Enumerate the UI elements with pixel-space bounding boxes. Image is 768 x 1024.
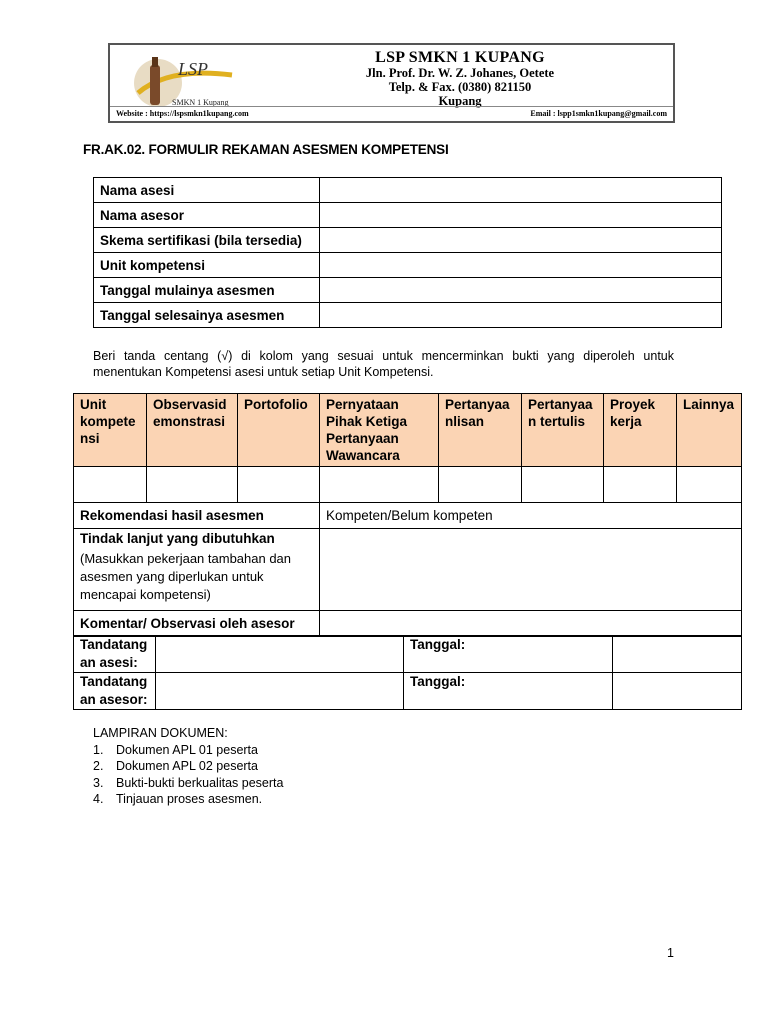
comment-value[interactable] bbox=[320, 611, 742, 637]
col-header-unit: Unit kompete nsi bbox=[74, 394, 147, 467]
info-label-tanggal-mulai: Tanggal mulainya asesmen bbox=[94, 278, 320, 303]
col-header-lainnya: Lainnya bbox=[677, 394, 742, 467]
date-field-asesi[interactable] bbox=[613, 636, 742, 673]
svg-text:LSP: LSP bbox=[178, 59, 209, 79]
list-item bbox=[93, 742, 283, 759]
comment-row bbox=[74, 611, 742, 637]
signature-table bbox=[73, 635, 742, 710]
info-row bbox=[94, 278, 722, 303]
signature-field-asesor[interactable] bbox=[156, 673, 404, 710]
date-label-asesi: Tanggal: bbox=[404, 636, 613, 673]
evidence-cell[interactable] bbox=[74, 467, 147, 503]
page-number: 1 bbox=[667, 946, 674, 960]
list-item bbox=[93, 758, 283, 775]
col-header-tertulis: Pertanyaa n tertulis bbox=[522, 394, 604, 467]
info-value-tanggal-selesai[interactable] bbox=[320, 303, 722, 328]
info-value-skema[interactable] bbox=[320, 228, 722, 253]
evidence-cell[interactable] bbox=[522, 467, 604, 503]
attachments-title: LAMPIRAN DOKUMEN: bbox=[93, 726, 228, 740]
follow-up-label: Tindak lanjut yang dibutuhkan bbox=[80, 531, 275, 546]
org-name: LSP SMKN 1 KUPANG bbox=[375, 49, 545, 66]
info-row bbox=[94, 203, 722, 228]
recommendation-label: Rekomendasi hasil asesmen bbox=[74, 503, 320, 529]
signature-row-asesor bbox=[74, 673, 742, 710]
info-value-tanggal-mulai[interactable] bbox=[320, 278, 722, 303]
info-label-nama-asesi: Nama asesi bbox=[94, 178, 320, 203]
evidence-cell[interactable] bbox=[320, 467, 439, 503]
col-header-pernyataan: Pernyataan Pihak Ketiga Pertanyaan Wawancara bbox=[320, 394, 439, 467]
date-label-asesor: Tanggal: bbox=[404, 673, 613, 710]
info-row bbox=[94, 178, 722, 203]
info-row bbox=[94, 253, 722, 278]
list-number: 3. bbox=[93, 775, 104, 790]
info-label-skema: Skema sertifikasi (bila tersedia) bbox=[94, 228, 320, 253]
recommendation-value[interactable]: Kompeten/Belum kompeten bbox=[320, 503, 742, 529]
list-text: Dokumen APL 01 peserta bbox=[116, 742, 258, 757]
info-value-nama-asesi[interactable] bbox=[320, 178, 722, 203]
info-label-unit: Unit kompetensi bbox=[94, 253, 320, 278]
letterhead-banner bbox=[108, 43, 675, 123]
list-text: Bukti-bukti berkualitas peserta bbox=[116, 775, 284, 790]
lsp-logo bbox=[128, 49, 238, 111]
signature-field-asesi[interactable] bbox=[156, 636, 404, 673]
website-text: Website : https://lspsmkn1kupang.com bbox=[116, 109, 249, 118]
evidence-cell[interactable] bbox=[439, 467, 522, 503]
org-phone: Telp. & Fax. (0380) 821150 bbox=[388, 80, 532, 94]
list-item bbox=[93, 791, 283, 808]
svg-text:SMKN 1 Kupang: SMKN 1 Kupang bbox=[172, 98, 229, 107]
info-row bbox=[94, 303, 722, 328]
info-value-nama-asesor[interactable] bbox=[320, 203, 722, 228]
attachments-section bbox=[93, 725, 283, 808]
contact-strip bbox=[110, 106, 673, 121]
evidence-cell[interactable] bbox=[147, 467, 238, 503]
evidence-table bbox=[73, 393, 742, 637]
col-header-lisan: Pertanyaa nlisan bbox=[439, 394, 522, 467]
signature-label-asesor: Tandatang an asesor: bbox=[74, 673, 156, 710]
list-number: 1. bbox=[93, 742, 104, 757]
col-header-observasi: Observasid emonstrasi bbox=[147, 394, 238, 467]
evidence-entry-row bbox=[74, 467, 742, 503]
organization-block bbox=[260, 49, 660, 108]
evidence-cell[interactable] bbox=[677, 467, 742, 503]
info-label-nama-asesor: Nama asesor bbox=[94, 203, 320, 228]
list-number: 2. bbox=[93, 759, 104, 773]
signature-label-asesi: Tandatang an asesi: bbox=[74, 636, 156, 673]
comment-label: Komentar/ Observasi oleh asesor bbox=[74, 611, 320, 637]
list-item bbox=[93, 775, 283, 792]
assessment-info-table bbox=[93, 177, 722, 328]
signature-row-asesi bbox=[74, 636, 742, 673]
date-field-asesor[interactable] bbox=[613, 673, 742, 710]
org-address: Jln. Prof. Dr. W. Z. Johanes, Oetete bbox=[365, 66, 555, 80]
info-value-unit[interactable] bbox=[320, 253, 722, 278]
info-label-tanggal-selesai: Tanggal selesainya asesmen bbox=[94, 303, 320, 328]
org-city: Kupang bbox=[438, 94, 482, 108]
evidence-cell[interactable] bbox=[238, 467, 320, 503]
info-row bbox=[94, 228, 722, 253]
document-title: FR.AK.02. FORMULIR REKAMAN ASESMEN KOMPETENSI bbox=[83, 142, 449, 157]
follow-up-cell bbox=[74, 529, 320, 611]
follow-up-value[interactable] bbox=[320, 529, 742, 611]
evidence-cell[interactable] bbox=[604, 467, 677, 503]
instruction-text: Beri tanda centang (√) di kolom yang sesuai untuk mencerminkan bukti yang diperoleh untuk menentukan Kompetensi asesi untuk setiap Unit Kompetensi. bbox=[93, 349, 674, 379]
recommendation-row bbox=[74, 503, 742, 529]
follow-up-note: (Masukkan pekerjaan tambahan dan asesmen yang diperlukan untuk mencapai kompetensi) bbox=[80, 551, 292, 602]
col-header-portofolio: Portofolio bbox=[238, 394, 320, 467]
list-text: Tinjauan proses asesmen. bbox=[116, 792, 263, 806]
evidence-header-row bbox=[74, 394, 742, 467]
attachments-list bbox=[93, 742, 283, 808]
list-number: 4. bbox=[93, 792, 104, 806]
list-text: Dokumen APL 02 peserta bbox=[116, 759, 258, 773]
email-text: Email : lspp1smkn1kupang@gmail.com bbox=[530, 109, 667, 118]
follow-up-row bbox=[74, 529, 742, 611]
col-header-proyek: Proyek kerja bbox=[604, 394, 677, 467]
